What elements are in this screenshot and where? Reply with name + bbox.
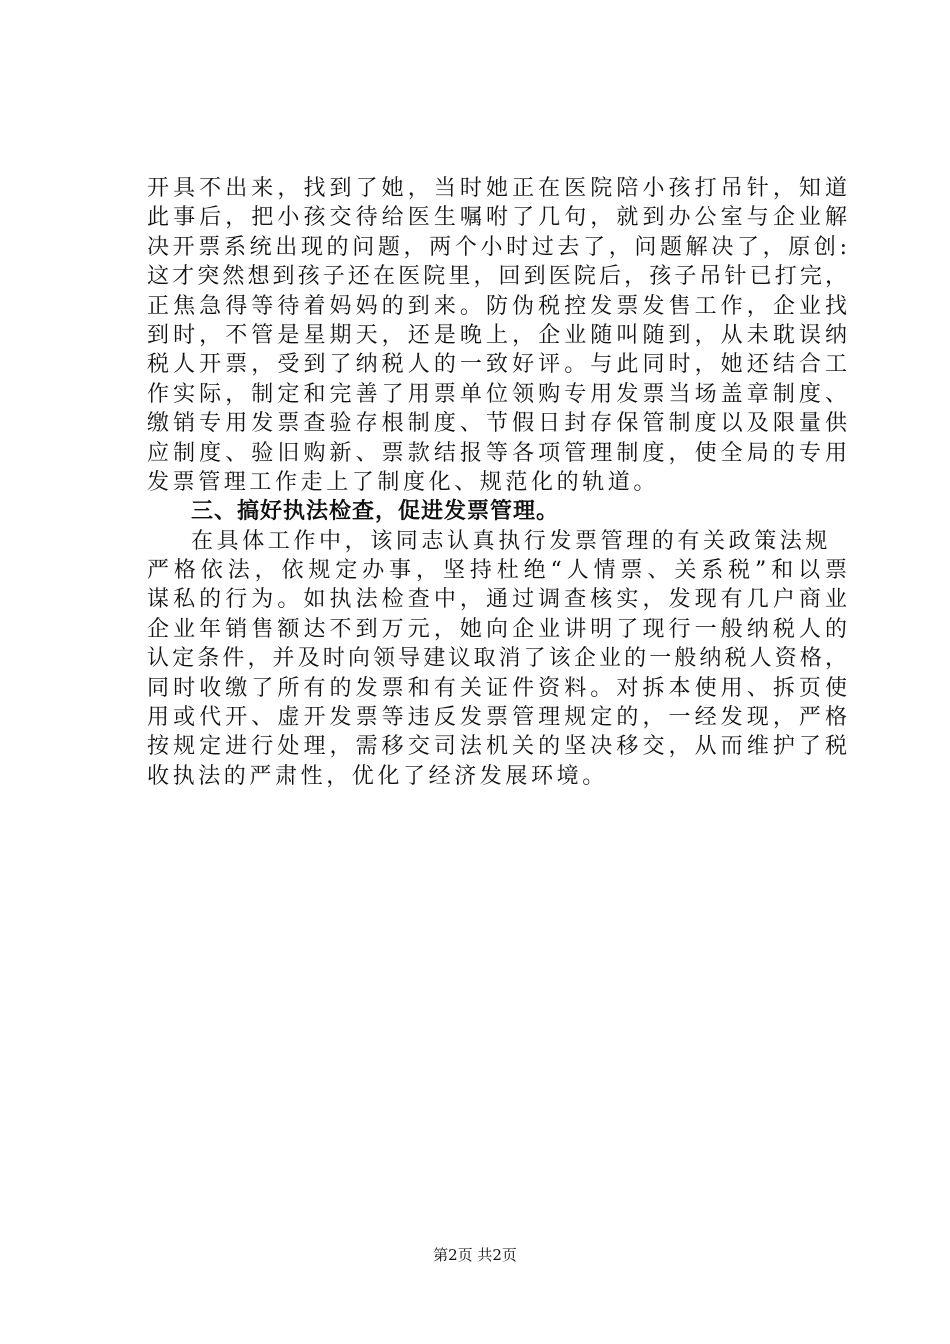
- paragraph-1-line: 税人开票，受到了纳税人的一致好评。与此同时，她还结合工: [147, 352, 847, 378]
- paragraph-2-line: 同时收缴了所有的发票和有关证件资料。对拆本使用、拆页使: [147, 675, 847, 701]
- paragraph-2-line: 收执法的严肃性，优化了经济发展环境。: [147, 763, 608, 789]
- section-heading: 三、搞好执法检查，促进发票管理。: [191, 499, 560, 525]
- paragraph-2-line: 企业年销售额达不到万元，她向企业讲明了现行一般纳税人的: [147, 616, 847, 642]
- paragraph-1-line: 决开票系统出现的问题，两个小时过去了，问题解决了，原创:: [147, 234, 847, 260]
- paragraph-2-line: 在具体工作中，该同志认真执行发票管理的有关政策法规: [191, 528, 832, 554]
- paragraph-1-line: 发票管理工作走上了制度化、规范化的轨道。: [147, 469, 660, 495]
- paragraph-2-line: 严格依法，依规定办事，坚持杜绝“人情票、关系税”和以票: [147, 558, 847, 584]
- paragraph-2-line: 用或代开、虚开发票等违反发票管理规定的，一经发现，严格: [147, 705, 847, 731]
- paragraph-1-line: 作实际，制定和完善了用票单位领购专用发票当场盖章制度、: [147, 381, 847, 407]
- paragraph-2-line: 认定条件，并及时向领导建议取消了该企业的一般纳税人资格，: [147, 646, 847, 672]
- paragraph-1-line: 正焦急得等待着妈妈的到来。防伪税控发票发售工作，企业找: [147, 293, 847, 319]
- paragraph-1-line: 到时，不管是星期天，还是晚上，企业随叫随到，从未耽误纳: [147, 322, 847, 348]
- page-number: 第2页 共2页: [433, 1246, 517, 1264]
- paragraph-2-line: 按规定进行处理，需移交司法机关的坚决移交，从而维护了税: [147, 734, 847, 760]
- paragraph-1-line: 应制度、验旧购新、票款结报等各项管理制度，使全局的专用: [147, 440, 847, 466]
- paragraph-2-line: 谋私的行为。如执法检查中，通过调查核实，发现有几户商业: [147, 587, 847, 613]
- paragraph-1-line: 开具不出来，找到了她，当时她正在医院陪小孩打吊针，知道: [147, 176, 847, 201]
- paragraph-1-line: 这才突然想到孩子还在医院里，回到医院后，孩子吊针已打完，: [147, 264, 847, 290]
- paragraph-1-line: 缴销专用发票查验存根制度、节假日封存保管制度以及限量供: [147, 411, 847, 437]
- document-body: [147, 174, 847, 791]
- paragraph-1-line: 此事后，把小孩交待给医生嘱咐了几句，就到办公室与企业解: [147, 205, 847, 231]
